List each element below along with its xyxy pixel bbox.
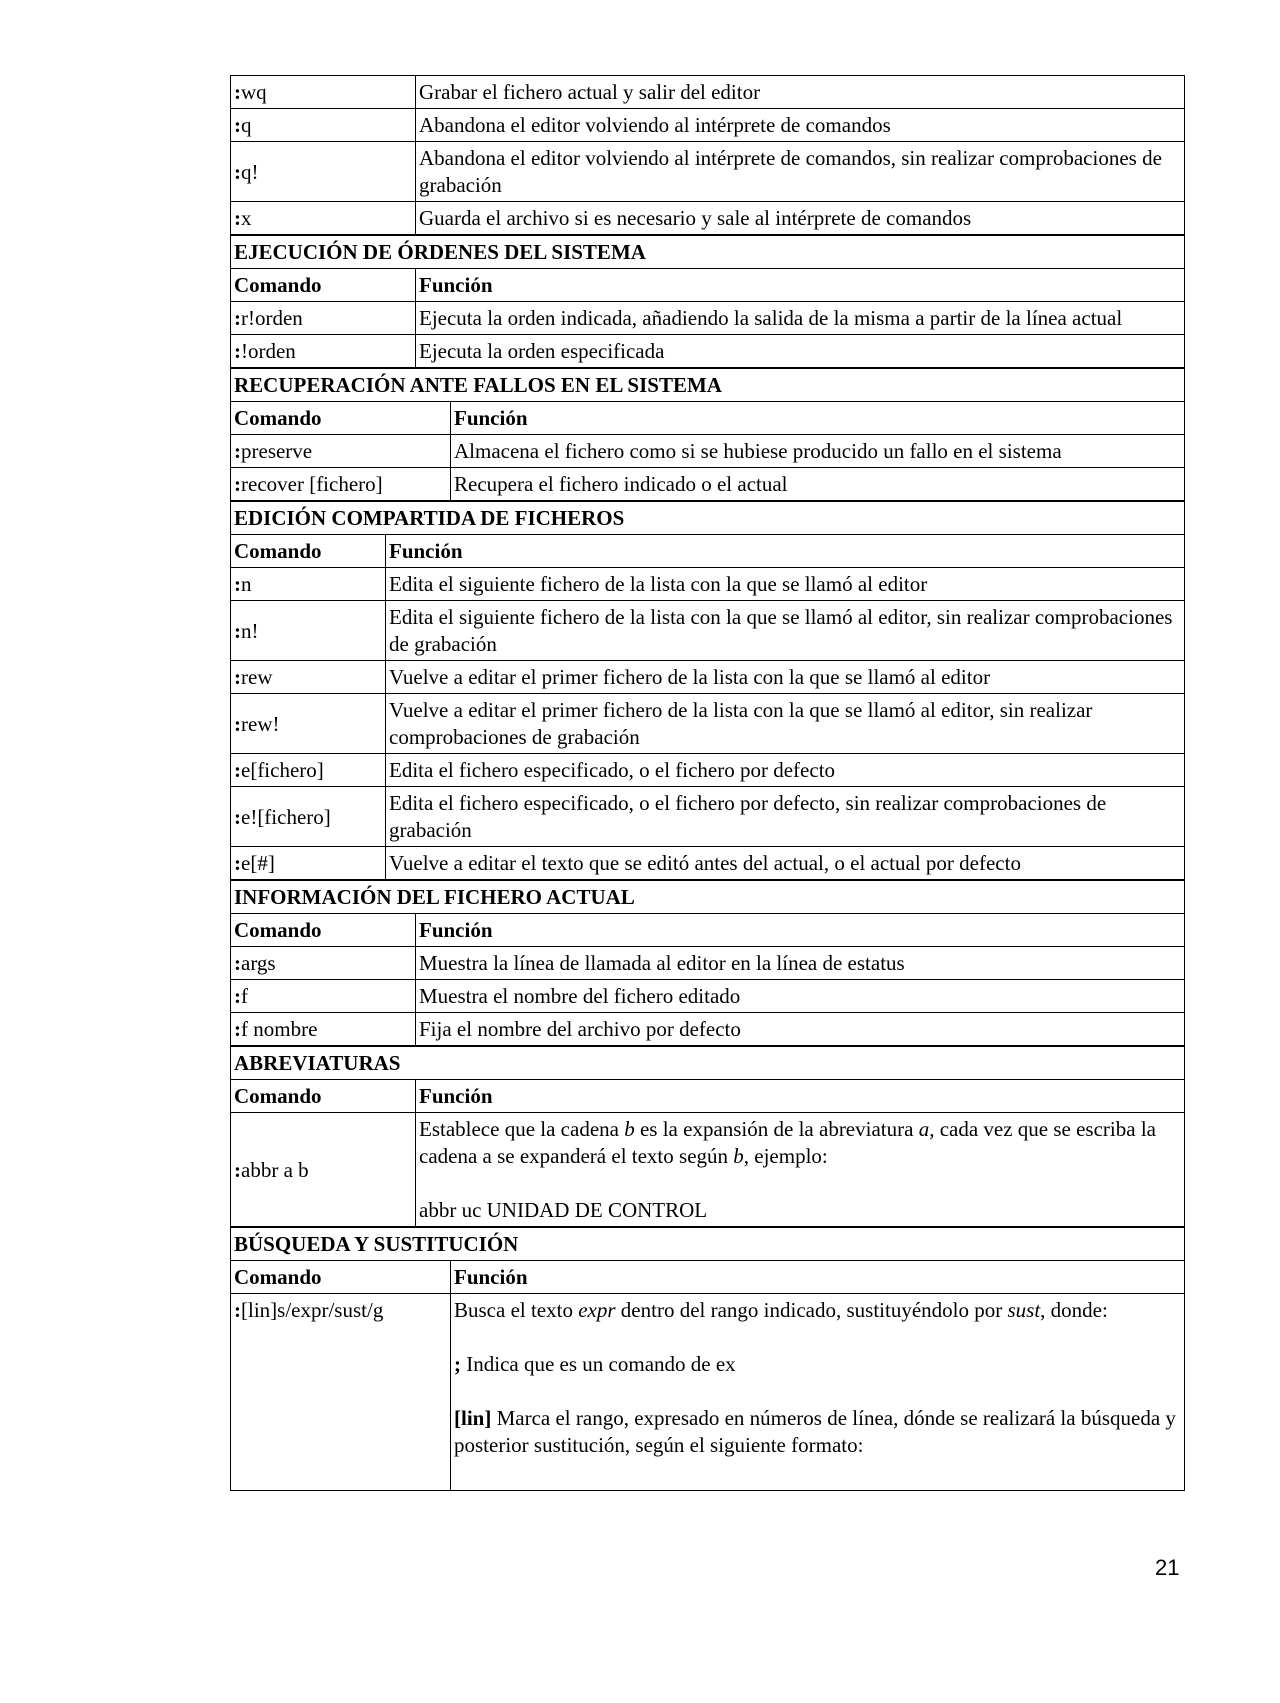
cmd-bang-orden: : !orden xyxy=(231,335,416,368)
cmd-r-orden: : r!orden xyxy=(231,302,416,335)
substitute-semicolon: ; Indica que es un comando de ex xyxy=(454,1352,736,1376)
info-block xyxy=(230,914,1185,1047)
abbr-example: abbr uc UNIDAD DE CONTROL xyxy=(419,1198,708,1222)
substitute-lin: [lin] Marca el rango, expresado en números de línea, dónde se realizará la búsqueda y posterior sustitución, según el siguiente formato: xyxy=(454,1406,1176,1457)
cmd-n: : n xyxy=(231,568,386,601)
fn-rew: Vuelve a editar el primer fichero de la lista con la que se llamó al editor xyxy=(386,661,1184,694)
fn-wq: Grabar el fichero actual y salir del editor xyxy=(416,76,1184,109)
cmd-e-hash: : e[#] xyxy=(231,847,386,880)
header-fn: Función xyxy=(386,535,1184,568)
cmd-preserve: : preserve xyxy=(231,435,451,468)
cmd-rew: : rew xyxy=(231,661,386,694)
fn-n-bang: Edita el siguiente fichero de la lista con la que se llamó al editor, sin realizar comprobaciones de grabación xyxy=(386,601,1184,661)
cmd-substitute: : [lin]s/expr/sust/g xyxy=(231,1294,451,1490)
fn-preserve: Almacena el fichero como si se hubiese producido un fallo en el sistema xyxy=(451,435,1184,468)
section-title-info: INFORMACIÓN DEL FICHERO ACTUAL xyxy=(230,881,1185,914)
cmd-x: : x xyxy=(231,202,416,235)
abbr-block xyxy=(230,1080,1185,1228)
cmd-e-bang-fichero: : e![fichero] xyxy=(231,787,386,847)
cmd-q: : q xyxy=(231,109,416,142)
command-table xyxy=(230,75,1185,1491)
fn-recover: Recupera el fichero indicado o el actual xyxy=(451,468,1184,501)
fn-n: Edita el siguiente fichero de la lista con la que se llamó al editor xyxy=(386,568,1184,601)
cmd-f-nombre: : f nombre xyxy=(231,1013,416,1046)
recover-block xyxy=(230,402,1185,502)
fn-r-orden: Ejecuta la orden indicada, añadiendo la salida de la misma a partir de la línea actual xyxy=(416,302,1184,335)
section-title-abbr: ABREVIATURAS xyxy=(230,1047,1185,1080)
cmd-n-bang: : n! xyxy=(231,601,386,661)
header-cmd: Comando xyxy=(231,269,416,302)
fn-substitute xyxy=(451,1294,1184,1490)
fn-q-bang: Abandona el editor volviendo al intérprete de comandos, sin realizar comprobaciones de grabación xyxy=(416,142,1184,202)
fn-e-hash: Vuelve a editar el texto que se editó antes del actual, o el actual por defecto xyxy=(386,847,1184,880)
section-title-shared: EDICIÓN COMPARTIDA DE FICHEROS xyxy=(230,502,1185,535)
header-fn: Función xyxy=(416,1080,1184,1113)
exec-block xyxy=(230,269,1185,369)
fn-f-nombre: Fija el nombre del archivo por defecto xyxy=(416,1013,1184,1046)
section-title-search: BÚSQUEDA Y SUSTITUCIÓN xyxy=(230,1228,1185,1261)
fn-rew-bang: Vuelve a editar el primer fichero de la lista con la que se llamó al editor, sin realizar comprobaciones de grabación xyxy=(386,694,1184,754)
search-block xyxy=(230,1261,1185,1491)
substitute-desc: Busca el texto expr dentro del rango indicado, sustituyéndolo por sust, donde: xyxy=(454,1298,1108,1322)
header-fn: Función xyxy=(451,402,1184,435)
fn-f: Muestra el nombre del fichero editado xyxy=(416,980,1184,1013)
header-fn: Función xyxy=(451,1261,1184,1294)
fn-e-fichero: Edita el fichero especificado, o el fichero por defecto xyxy=(386,754,1184,787)
cmd-q-bang: : q! xyxy=(231,142,416,202)
cmd-args: : args xyxy=(231,947,416,980)
fn-x: Guarda el archivo si es necesario y sale al intérprete de comandos xyxy=(416,202,1184,235)
close-block xyxy=(230,75,1185,236)
section-title-exec: EJECUCIÓN DE ÓRDENES DEL SISTEMA xyxy=(230,236,1185,269)
page-number: 21 xyxy=(1155,1555,1180,1580)
fn-e-bang-fichero: Edita el fichero especificado, o el fichero por defecto, sin realizar comprobaciones de grabación xyxy=(386,787,1184,847)
header-fn: Función xyxy=(416,269,1184,302)
header-cmd: Comando xyxy=(231,914,416,947)
header-cmd: Comando xyxy=(231,535,386,568)
fn-bang-orden: Ejecuta la orden especificada xyxy=(416,335,1184,368)
cmd-rew-bang: : rew! xyxy=(231,694,386,754)
cmd-wq: : wq xyxy=(231,76,416,109)
fn-abbr: Establece que la cadena b es la expansión de la abreviatura a, cada vez que se escriba la cadena a se expanderá el texto según b, ejemplo: abbr uc UNIDAD DE CONTROL xyxy=(416,1113,1184,1227)
section-title-recover: RECUPERACIÓN ANTE FALLOS EN EL SISTEMA xyxy=(230,369,1185,402)
cmd-recover: : recover [fichero] xyxy=(231,468,451,501)
header-fn: Función xyxy=(416,914,1184,947)
fn-args: Muestra la línea de llamada al editor en la línea de estatus xyxy=(416,947,1184,980)
cmd-e-fichero: : e[fichero] xyxy=(231,754,386,787)
cmd-abbr: : abbr a b xyxy=(231,1113,416,1227)
shared-block xyxy=(230,535,1185,881)
cmd-f: : f xyxy=(231,980,416,1013)
header-cmd: Comando xyxy=(231,402,451,435)
header-cmd: Comando xyxy=(231,1080,416,1113)
fn-q: Abandona el editor volviendo al intérprete de comandos xyxy=(416,109,1184,142)
header-cmd: Comando xyxy=(231,1261,451,1294)
